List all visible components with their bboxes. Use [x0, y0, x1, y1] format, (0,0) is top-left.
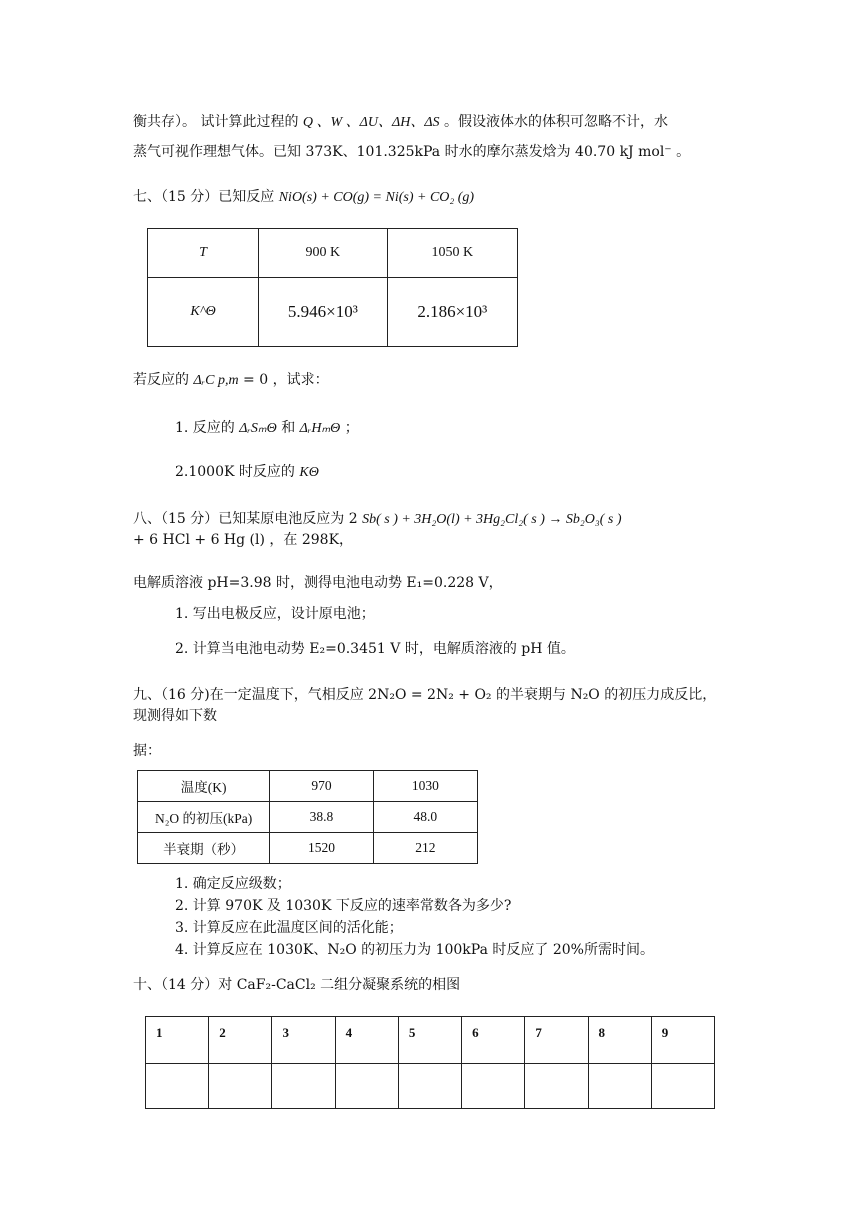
q8-line2: + 6 HCl + 6 Hg (l) ，在 298K，: [133, 532, 354, 548]
q10-h1: 1: [146, 1017, 209, 1064]
q6-text-b: 。假设液体水的体积可忽略不计，水: [444, 114, 669, 130]
q9-item3: 3. 计算反应在此温度区间的活化能；: [175, 920, 403, 936]
q7-item1: [175, 418, 359, 439]
q9-r-t1030: 212: [373, 833, 477, 864]
q8-line1: [133, 509, 622, 530]
q10-h3: 3: [272, 1017, 335, 1064]
q9-table: [137, 770, 478, 864]
q7-cond-a: 若反应的: [133, 372, 189, 388]
q7-cell-K1050: 2.186×10³: [387, 278, 517, 347]
q9-item1: 1. 确定反应级数；: [175, 876, 291, 892]
q10-h4: 4: [335, 1017, 398, 1064]
q9-r-p1030: 48.0: [373, 802, 477, 833]
q7-item1-var1: ΔᵣSₘΘ: [239, 421, 277, 436]
q9-line3: 据：: [133, 743, 161, 759]
q10-h5: 5: [398, 1017, 461, 1064]
q9-h-970: 970: [270, 771, 373, 802]
q10-h9: 9: [651, 1017, 714, 1064]
q9-h-1030: 1030: [373, 771, 477, 802]
q6-text: 衡共存）。 试计算此过程的: [133, 114, 299, 130]
q8-item1: 1. 写出电极反应，设计原电池；: [175, 606, 375, 622]
q8-equation: Sb( s ) + 3H₂O(l) + 3Hg₂Cl₂( s ) → Sb₂O₃( s ): [362, 512, 622, 527]
q7-item1-mid: 和: [281, 420, 296, 436]
q10-h6: 6: [462, 1017, 525, 1064]
q7-cell-K900: 5.946×10³: [259, 278, 387, 347]
q7-cell-K: K^Θ: [148, 278, 259, 347]
q7-item2-var: KΘ: [299, 465, 319, 480]
q7-heading: [133, 187, 474, 208]
q9-item4: 4. 计算反应在 1030K、N₂O 的初压力为 100kPa 时反应了 20%所需时间。: [175, 942, 654, 958]
q7-heading-text: 七、（15 分）已知反应: [133, 189, 275, 205]
q6-line1: [133, 112, 668, 133]
q7-item1-b: ；: [344, 420, 359, 436]
q9-r-halflife: 半衰期（秒）: [138, 833, 270, 864]
q9-line2: 现测得如下数: [133, 708, 217, 724]
q10-h7: 7: [525, 1017, 588, 1064]
q7-cell-1050: 1050 K: [387, 229, 517, 278]
q7-cond-b: = 0 ，试求：: [243, 372, 329, 388]
q9-r-t970: 1520: [270, 833, 373, 864]
q10-answer-cell: [146, 1064, 209, 1109]
q10-answer-cell: [462, 1064, 525, 1109]
q7-item2: [175, 462, 319, 483]
q8-item2: 2. 计算当电池电动势 E₂=0.3451 V 时，电解质溶液的 pH 值。: [175, 641, 575, 657]
q9-h-temp: 温度(K): [138, 771, 270, 802]
q6-line2: 蒸气可视作理想气体。已知 373K、101.325kPa 时水的摩尔蒸发焓为 40.70 kJ mol⁻ 。: [133, 144, 691, 160]
q10-answer-cell: [272, 1064, 335, 1109]
q7-cell-T: T: [148, 229, 259, 278]
q10-answer-cell: [651, 1064, 714, 1109]
q10-table: [145, 1016, 715, 1109]
q10-answer-cell: [398, 1064, 461, 1109]
q9-item2: 2. 计算 970K 及 1030K 下反应的速率常数各为多少?: [175, 898, 512, 914]
q6-vars: Q 、W 、ΔU、ΔH、ΔS: [302, 115, 440, 130]
q10-h8: 8: [588, 1017, 651, 1064]
q10-answer-cell: [335, 1064, 398, 1109]
q7-condition: [133, 370, 329, 391]
q9-r-pressure: N₂O 的初压(kPa): [138, 802, 270, 833]
q9-r-p970: 38.8: [270, 802, 373, 833]
q10-heading: 十、（14 分）对 CaF₂-CaCl₂ 二组分凝聚系统的相图: [133, 977, 461, 993]
q7-cond-var: ΔᵣC p,m: [193, 373, 239, 388]
q10-answer-cell: [209, 1064, 272, 1109]
q7-table: [147, 228, 518, 347]
q8-line3: 电解质溶液 pH=3.98 时，测得电池电动势 E₁=0.228 V，: [133, 575, 503, 591]
q7-reaction: NiO(s) + CO(g) = Ni(s) + CO₂ (g): [278, 190, 475, 205]
q7-cell-900: 900 K: [259, 229, 387, 278]
q7-item1-var2: ΔᵣHₘΘ: [299, 421, 341, 436]
q8-line1-a: 八、（15 分）已知某原电池反应为 2: [133, 511, 358, 527]
q10-h2: 2: [209, 1017, 272, 1064]
q10-answer-cell: [525, 1064, 588, 1109]
q10-answer-cell: [588, 1064, 651, 1109]
q9-line1: 九、（16 分)在一定温度下，气相反应 2N₂O = 2N₂ + O₂ 的半衰期与 N₂O 的初压力成反比，: [133, 687, 717, 703]
q7-item2-a: 2.1000K 时反应的: [175, 464, 295, 480]
q7-item1-a: 1. 反应的: [175, 420, 235, 436]
